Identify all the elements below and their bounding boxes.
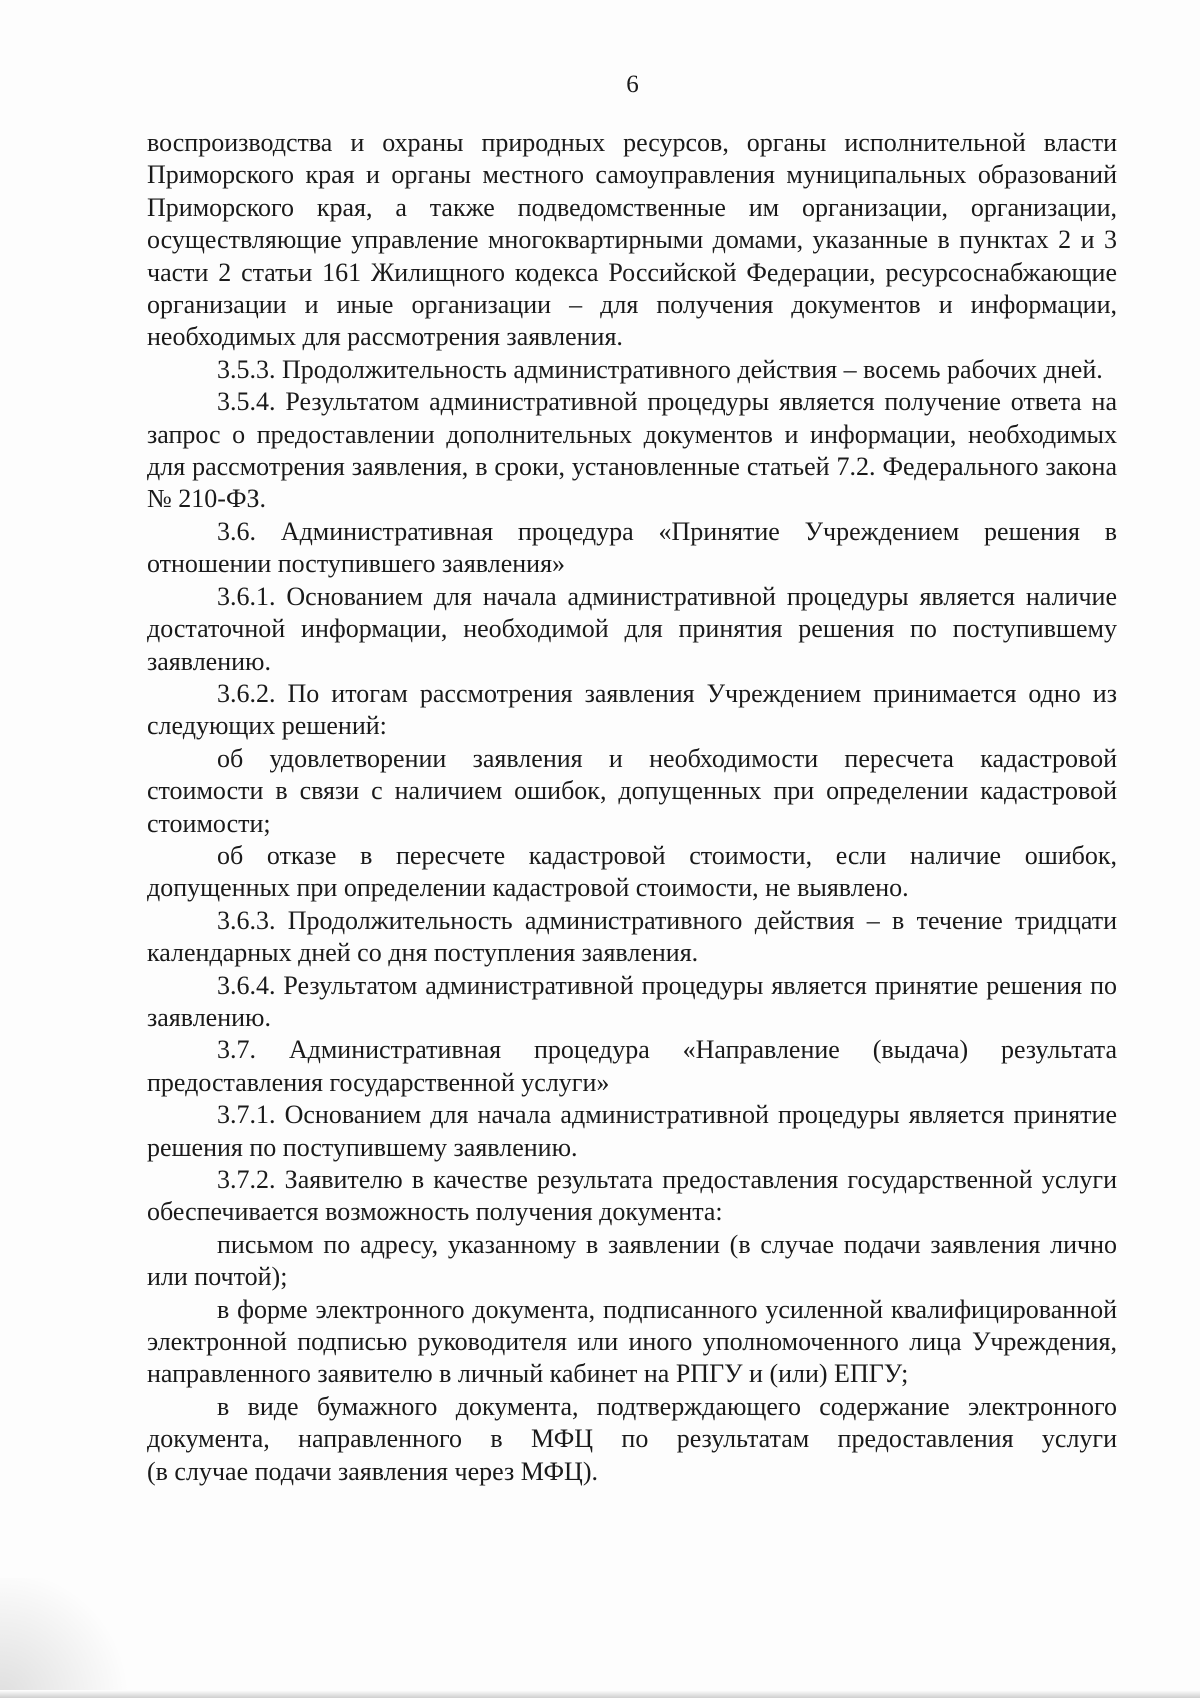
paragraph-3-6-4: 3.6.4. Результатом административной процедуры является принятие решения по заявлению. — [147, 970, 1117, 1032]
paragraph-option-paper-tail: (в случае подачи заявления через МФЦ). — [147, 1456, 598, 1486]
paragraph-option-paper: в виде бумажного документа, подтверждающего содержание электронного документа, направленного в МФЦ по результатам предоставления услуги — [147, 1391, 1117, 1454]
paragraph-3-7-2: 3.7.2. Заявителю в качестве результата предоставления государственной услуги обеспечивается возможность получения документа: — [147, 1165, 1117, 1227]
scan-shadow-corner — [0, 1578, 140, 1698]
paragraph-3-5-3: 3.5.3. Продолжительность административного действия – восемь рабочих дней. — [217, 354, 1103, 384]
page-number: 6 — [626, 71, 639, 98]
paragraph-3-6-3: 3.6.3. Продолжительность административного действия – в течение тридцати календарных дней со дня поступления заявления. — [147, 905, 1117, 968]
paragraph-3-7-1: 3.7.1. Основанием для начала административной процедуры является принятие решения по поступившему заявлению. — [147, 1100, 1117, 1162]
paragraph-option-electronic: в форме электронного документа, подписанного усиленной квалифицированной электронной подписью руководителя или иного уполномоченного лица Учреждения, направленного заявителю в личный кабинет на РПГУ и (или) ЕПГУ; — [147, 1294, 1117, 1389]
paragraph-continuation: воспроизводства и охраны природных ресурсов, органы исполнительной власти Приморского края и органы местного самоуправления муниципальных образований Приморского края, а также подведомственные им организации, организации, осуществляющие управление многоквартирными домами, указанные в пунктах 2 и 3 части 2 статьи 161 Жилищного кодекса Российской Федерации, ресурсоснабжающие организации и иные организации – для получения документов и информации, необходимых для рассмотрения заявления. — [147, 128, 1117, 352]
paragraph-option-mail: письмом по адресу, указанному в заявлении (в случае подачи заявления лично или почтой); — [147, 1229, 1117, 1292]
scan-bottom-edge — [0, 1690, 1200, 1698]
document-body — [147, 127, 1117, 1488]
paragraph-3-6-2: 3.6.2. По итогам рассмотрения заявления Учреждением принимается одно из следующих решений: — [147, 678, 1117, 741]
paragraph-3-7: 3.7. Административная процедура «Направление (выдача) результата предоставления государственной услуги» — [147, 1035, 1117, 1097]
paragraph-decision-refuse: об отказе в пересчете кадастровой стоимости, если наличие ошибок, допущенных при определении кадастровой стоимости, не выявлено. — [147, 840, 1117, 903]
paragraph-decision-approve: об удовлетворении заявления и необходимости пересчета кадастровой стоимости в связи с наличием ошибок, допущенных при определении кадастровой стоимости; — [147, 743, 1117, 838]
paragraph-3-6: 3.6. Административная процедура «Принятие Учреждением решения в отношении поступившего заявления» — [147, 516, 1117, 579]
paragraph-3-5-4: 3.5.4. Результатом административной процедуры является получение ответа на запрос о предоставлении дополнительных документов и информации, необходимых для рассмотрения заявления, в сроки, установленные статьей 7.2. Федерального закона № 210-ФЗ. — [147, 387, 1117, 514]
paragraph-3-6-1: 3.6.1. Основанием для начала административной процедуры является наличие достаточной информации, необходимой для принятия решения по поступившему заявлению. — [147, 581, 1117, 676]
